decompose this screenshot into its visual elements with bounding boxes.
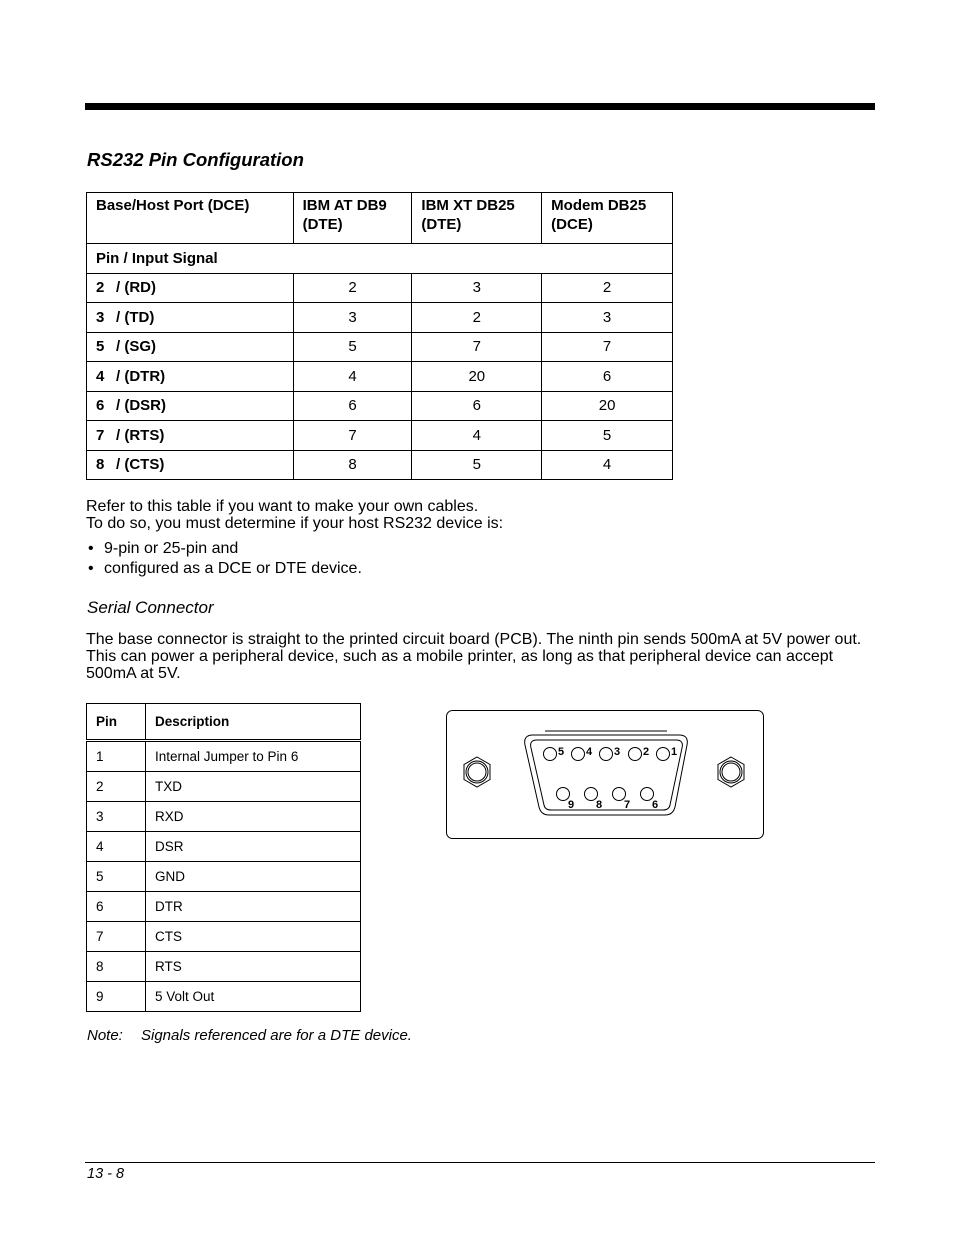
description-cell: RTS [146,952,361,982]
signal-name: / (SG) [116,338,156,356]
pin-number: 3 [96,308,105,326]
pin-label: 8 [596,799,603,811]
column-header-line: Base/Host Port (DCE) [96,197,250,214]
pin-label: 6 [652,799,659,811]
pin-value-xt: 20 [412,362,542,392]
description-cell: DTR [146,892,361,922]
table-row [87,892,361,922]
column-header [412,193,542,244]
table-row [87,922,361,952]
pin-value-db9: 8 [293,450,412,480]
pin-number: 6 [96,397,105,415]
pin-label: 4 [586,746,593,758]
column-header: Pin [87,704,146,741]
pin-cell: 6 [87,892,146,922]
pin-signal-cell [87,303,294,333]
table-header-row [87,704,361,741]
table-row [87,952,361,982]
description-cell: RXD [146,802,361,832]
pin-number: 2 [96,279,105,297]
pin-value-db9: 4 [293,362,412,392]
signal-name: / (DSR) [116,397,166,415]
requirements-list [86,539,362,579]
signal-name: / (RTS) [116,426,165,444]
column-header-line: (DTE) [302,216,343,233]
pin-value-xt: 3 [412,273,542,303]
table-header-row [87,193,673,244]
pin-value-db9: 2 [293,273,412,303]
pin-value-db9: 6 [293,391,412,421]
table-row [87,832,361,862]
description-cell: DSR [146,832,361,862]
pin-cell: 5 [87,862,146,892]
column-header: Description [146,704,361,741]
pin-signal-cell [87,391,294,421]
footer-rule [85,1162,875,1163]
pin-cell: 2 [87,772,146,802]
note [87,1027,412,1044]
table-row [87,862,361,892]
pin-value-xt: 6 [412,391,542,421]
pin-signal-cell [87,362,294,392]
table-row [87,450,673,480]
pin-configuration-table [86,192,673,480]
pin-value-modem: 4 [542,450,673,480]
column-header-line: Modem DB25 [551,197,647,214]
signal-name: / (RD) [116,279,156,297]
signal-name: / (TD) [116,308,155,326]
column-header-line: IBM AT DB9 [302,197,387,214]
table-row [87,362,673,392]
description-cell: GND [146,862,361,892]
pin-cell: 8 [87,952,146,982]
top-rule [85,103,875,110]
note-text: Signals referenced are for a DTE device. [141,1027,412,1044]
pin-value-modem: 2 [542,273,673,303]
column-header-line: IBM XT DB25 [421,197,515,214]
pin-value-db9: 7 [293,421,412,451]
column-header [542,193,673,244]
pin-number: 5 [96,338,105,356]
list-item: • configured as a DCE or DTE device. [86,559,362,579]
column-header [293,193,412,244]
pin-value-modem: 20 [542,391,673,421]
pin-value-modem: 5 [542,421,673,451]
pin-value-modem: 3 [542,303,673,333]
column-header [87,193,294,244]
connector-description: The base connector is straight to the printed circuit board (PCB). The ninth pin sends 500mA at 5V power out. This can power a peripheral device, such as a mobile printer, as long as that peripheral device can accept 500mA at 5V. [86,631,862,682]
intro-line-1: Refer to this table if you want to make your own cables. [86,498,479,515]
table-row [87,741,361,772]
pin-value-xt: 4 [412,421,542,451]
description-cell: CTS [146,922,361,952]
pin-label: 5 [558,746,565,758]
pin-value-db9: 3 [293,303,412,333]
pin-cell: 7 [87,922,146,952]
description-cell: Internal Jumper to Pin 6 [146,741,361,772]
signal-name: / (DTR) [116,367,166,385]
pin-number: 4 [96,367,105,385]
pin-value-modem: 7 [542,332,673,362]
description-cell: 5 Volt Out [146,982,361,1012]
pin-cell: 4 [87,832,146,862]
section-title: RS232 Pin Configuration [87,149,304,170]
table-subheader-row [87,244,673,274]
table-row [87,303,673,333]
intro-line-2: To do so, you must determine if your host RS232 device is: [86,515,504,532]
pin-cell: 1 [87,741,146,772]
pin-cell: 3 [87,802,146,832]
table-row [87,802,361,832]
pin-value-xt: 7 [412,332,542,362]
pin-value-xt: 5 [412,450,542,480]
pin-signal-cell [87,450,294,480]
pin-number: 7 [96,426,105,444]
table-row [87,273,673,303]
pin-label: 9 [568,799,575,811]
pin-number: 8 [96,456,105,474]
pin-label: 1 [671,746,678,758]
table-row [87,391,673,421]
table-row [87,772,361,802]
page-number: 13 - 8 [87,1166,125,1182]
column-header-line: (DCE) [551,216,593,233]
pin-label: 7 [624,799,631,811]
serial-connector-table [86,703,361,1012]
subsection-title: Serial Connector [87,598,214,617]
db9-connector-diagram [445,709,767,842]
pin-signal-cell [87,273,294,303]
note-label: Note: [87,1027,123,1044]
pin-value-xt: 2 [412,303,542,333]
pin-value-modem: 6 [542,362,673,392]
pin-value-db9: 5 [293,332,412,362]
list-item: • 9-pin or 25-pin and [86,539,362,559]
pin-label: 2 [643,746,650,758]
signal-name: / (CTS) [116,456,165,474]
pin-cell: 9 [87,982,146,1012]
pin-label: 3 [614,746,621,758]
column-header-line: (DTE) [421,216,462,233]
pin-signal-cell [87,332,294,362]
pin-signal-cell [87,421,294,451]
table-row [87,421,673,451]
description-cell: TXD [146,772,361,802]
table-row [87,982,361,1012]
subheader-cell: Pin / Input Signal [87,244,673,274]
table-row [87,332,673,362]
